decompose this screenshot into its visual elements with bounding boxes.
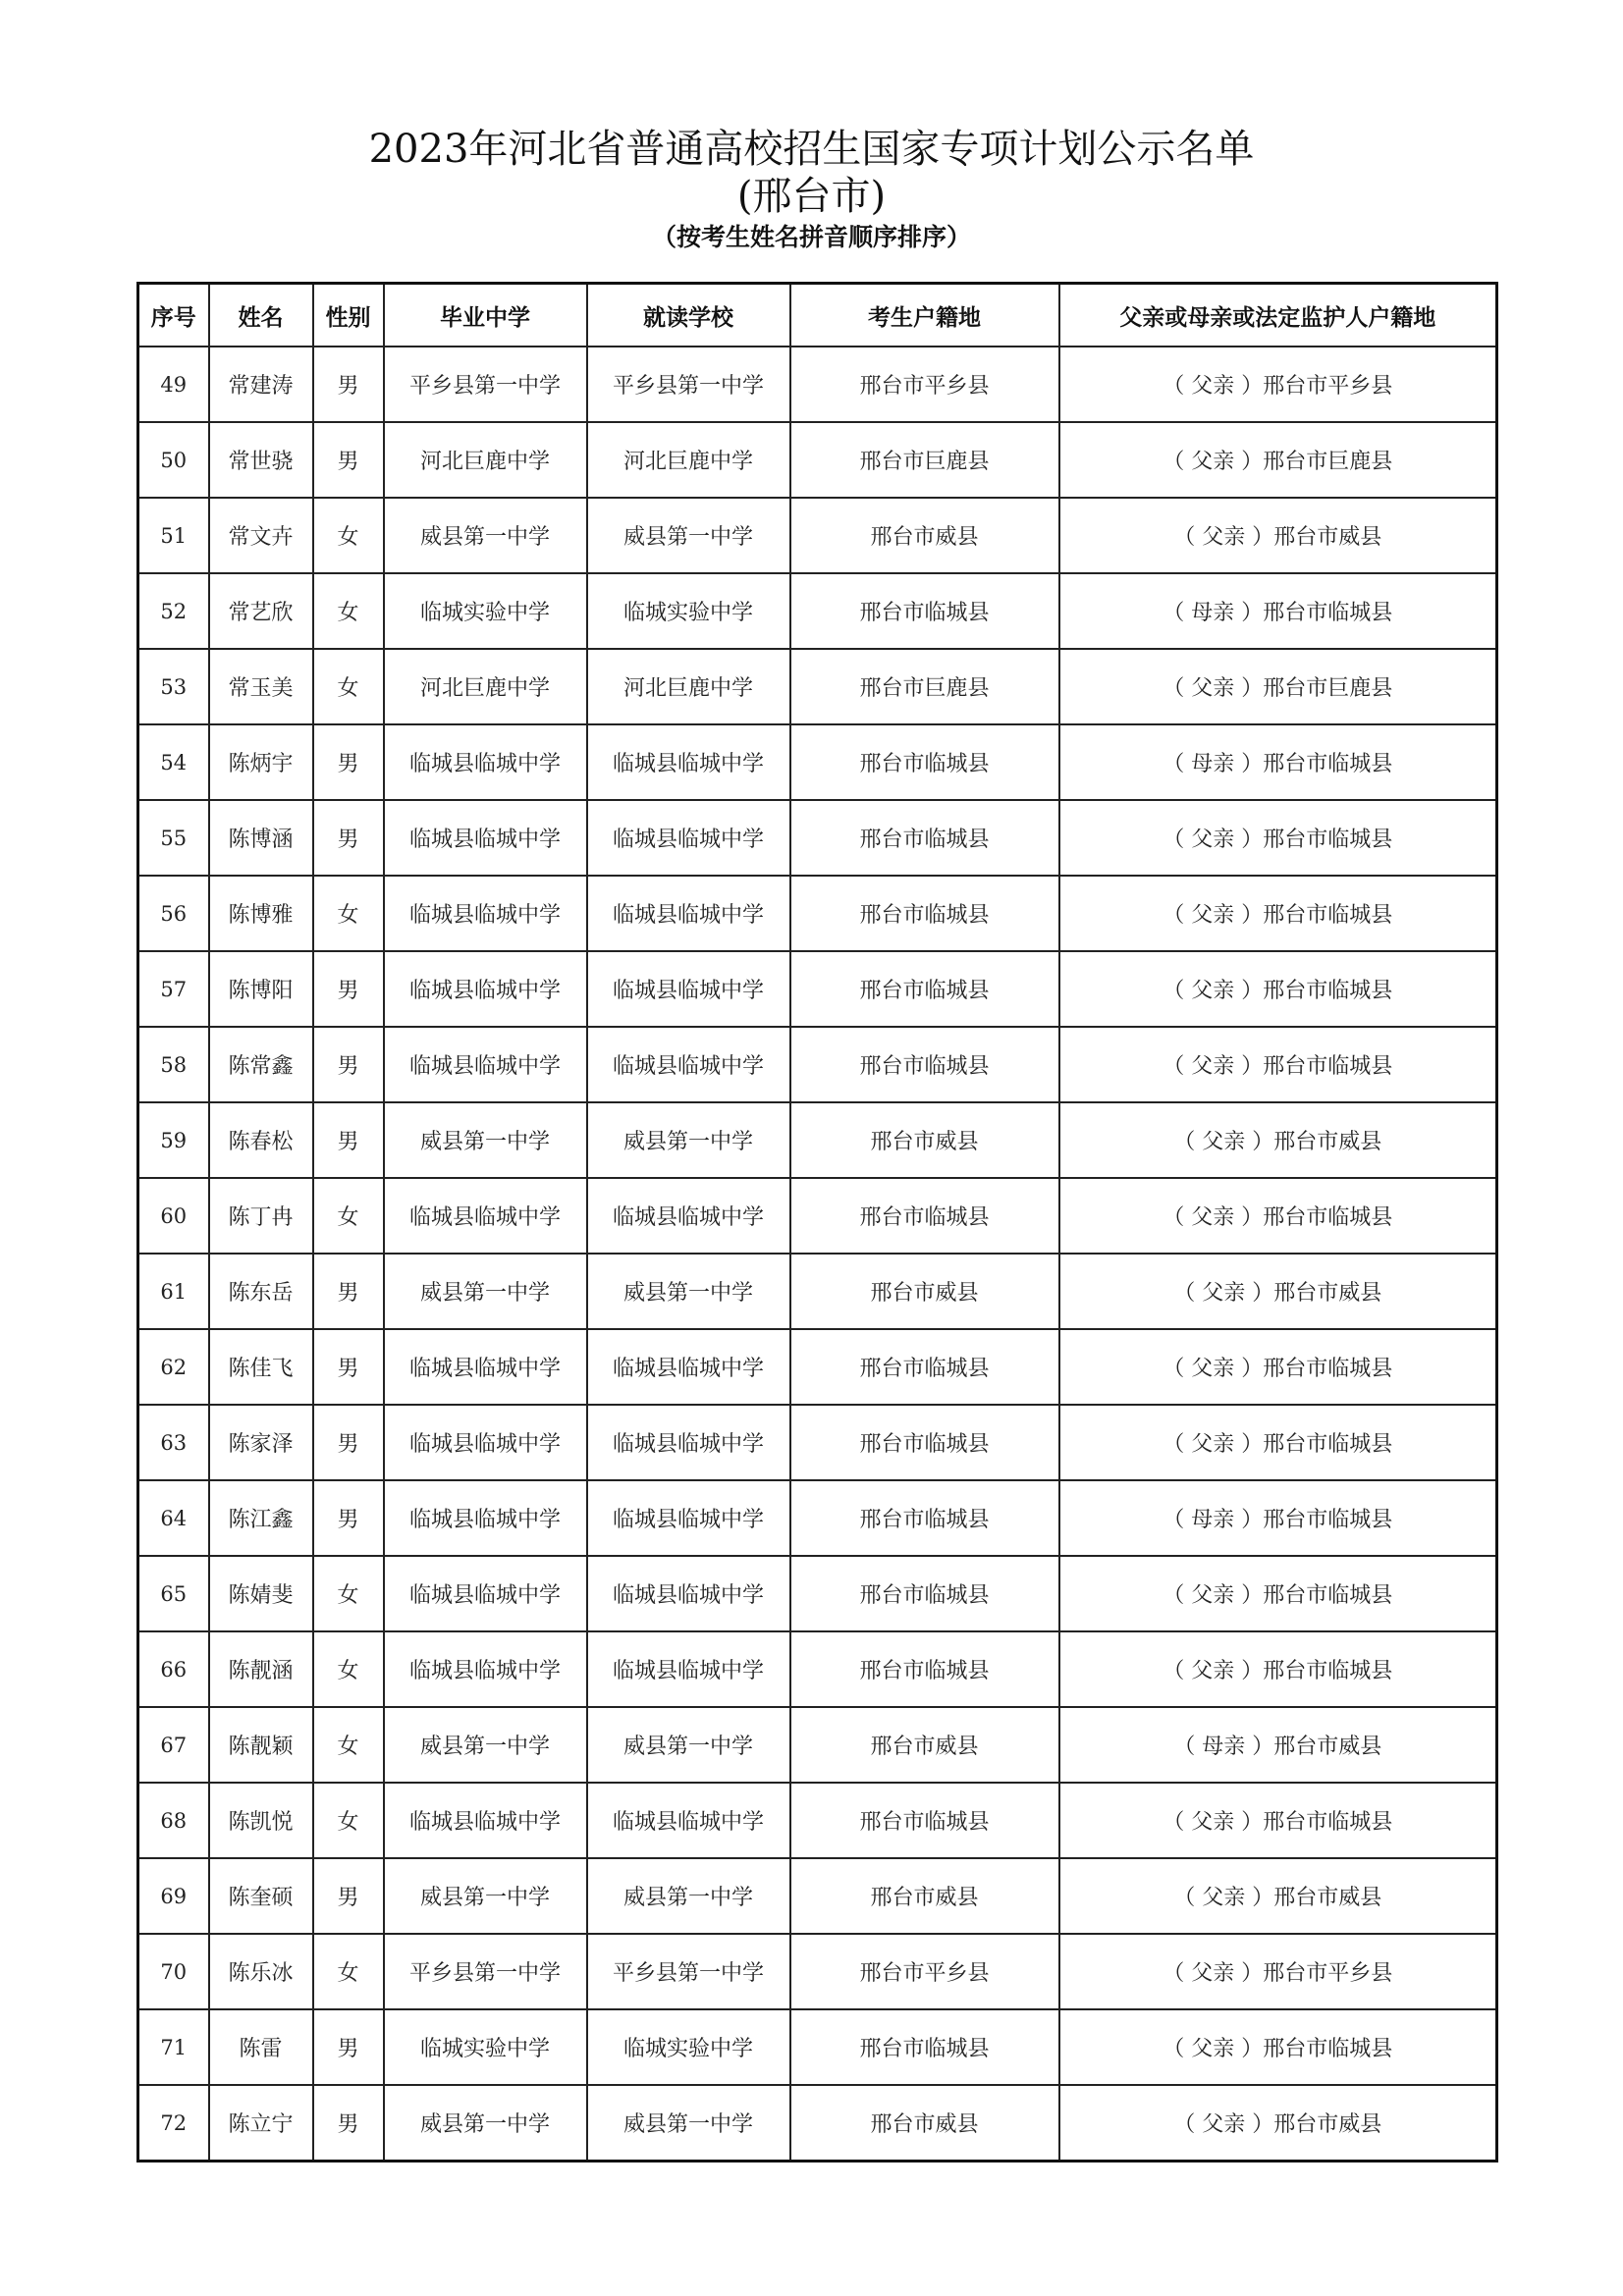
cell-gender: 男 [313,1858,384,1934]
cell-seq: 55 [138,800,209,876]
cell-gender: 女 [313,498,384,573]
cell-gender: 男 [313,1027,384,1102]
cell-gender: 男 [313,1329,384,1405]
cell-gender: 男 [313,1405,384,1480]
cell-current-school: 临城实验中学 [587,573,790,649]
cell-current-school: 临城县临城中学 [587,1405,790,1480]
cell-name: 陈家泽 [209,1405,313,1480]
cell-name: 陈奎硕 [209,1858,313,1934]
cell-gender: 女 [313,1783,384,1858]
cell-gender: 女 [313,876,384,951]
cell-name: 陈博雅 [209,876,313,951]
cell-student-hukou: 邢台市临城县 [790,800,1059,876]
table-row [138,1556,1497,1631]
cell-seq: 61 [138,1254,209,1329]
cell-name: 陈雷 [209,2009,313,2085]
cell-name: 常文卉 [209,498,313,573]
cell-current-school: 临城县临城中学 [587,951,790,1027]
cell-guardian-hukou: （ 父亲 ）邢台市临城县 [1059,1405,1497,1480]
table-row [138,2009,1497,2085]
cell-student-hukou: 邢台市临城县 [790,876,1059,951]
cell-seq: 72 [138,2085,209,2162]
cell-student-hukou: 邢台市巨鹿县 [790,422,1059,498]
table-row [138,649,1497,724]
table-row [138,573,1497,649]
cell-graduated-school: 临城县临城中学 [384,1631,587,1707]
cell-seq: 57 [138,951,209,1027]
cell-gender: 男 [313,800,384,876]
cell-guardian-hukou: （ 父亲 ）邢台市临城县 [1059,800,1497,876]
cell-graduated-school: 临城县临城中学 [384,724,587,800]
cell-student-hukou: 邢台市临城县 [790,573,1059,649]
cell-name: 常玉美 [209,649,313,724]
cell-gender: 女 [313,1934,384,2009]
cell-seq: 63 [138,1405,209,1480]
table-row [138,1027,1497,1102]
table-row [138,1178,1497,1254]
cell-current-school: 临城县临城中学 [587,1783,790,1858]
cell-name: 陈炳宇 [209,724,313,800]
cell-graduated-school: 临城县临城中学 [384,1027,587,1102]
cell-graduated-school: 河北巨鹿中学 [384,422,587,498]
cell-graduated-school: 临城实验中学 [384,573,587,649]
cell-graduated-school: 平乡县第一中学 [384,347,587,422]
cell-gender: 女 [313,1707,384,1783]
cell-name: 陈东岳 [209,1254,313,1329]
cell-current-school: 临城县临城中学 [587,1480,790,1556]
cell-name: 陈博阳 [209,951,313,1027]
header-seq: 序号 [138,284,209,347]
cell-student-hukou: 邢台市威县 [790,1102,1059,1178]
cell-graduated-school: 临城县临城中学 [384,1556,587,1631]
cell-guardian-hukou: （ 父亲 ）邢台市临城县 [1059,1556,1497,1631]
cell-current-school: 临城县临城中学 [587,1631,790,1707]
cell-current-school: 河北巨鹿中学 [587,422,790,498]
cell-seq: 60 [138,1178,209,1254]
cell-graduated-school: 威县第一中学 [384,2085,587,2162]
roster-table [136,282,1498,2163]
table-body [138,347,1497,2162]
cell-student-hukou: 邢台市临城县 [790,1556,1059,1631]
table-row [138,1631,1497,1707]
cell-graduated-school: 临城县临城中学 [384,1329,587,1405]
cell-current-school: 平乡县第一中学 [587,347,790,422]
cell-student-hukou: 邢台市临城县 [790,1178,1059,1254]
table-row [138,1707,1497,1783]
cell-guardian-hukou: （ 母亲 ）邢台市临城县 [1059,573,1497,649]
cell-guardian-hukou: （ 父亲 ）邢台市临城县 [1059,876,1497,951]
cell-current-school: 临城实验中学 [587,2009,790,2085]
cell-current-school: 威县第一中学 [587,498,790,573]
cell-graduated-school: 临城县临城中学 [384,800,587,876]
cell-guardian-hukou: （ 母亲 ）邢台市临城县 [1059,1480,1497,1556]
table-row [138,1480,1497,1556]
cell-graduated-school: 临城县临城中学 [384,951,587,1027]
table-row [138,2085,1497,2162]
cell-student-hukou: 邢台市临城县 [790,1480,1059,1556]
cell-guardian-hukou: （ 父亲 ）邢台市临城县 [1059,2009,1497,2085]
cell-graduated-school: 临城县临城中学 [384,1405,587,1480]
cell-gender: 女 [313,1631,384,1707]
cell-graduated-school: 临城实验中学 [384,2009,587,2085]
cell-current-school: 临城县临城中学 [587,1027,790,1102]
cell-gender: 女 [313,1556,384,1631]
cell-gender: 男 [313,2009,384,2085]
table-header [138,284,1497,347]
cell-guardian-hukou: （ 父亲 ）邢台市临城县 [1059,1027,1497,1102]
header-name: 姓名 [209,284,313,347]
table-row [138,1102,1497,1178]
cell-gender: 男 [313,1102,384,1178]
cell-name: 常建涛 [209,347,313,422]
cell-graduated-school: 威县第一中学 [384,1102,587,1178]
cell-seq: 70 [138,1934,209,2009]
cell-seq: 68 [138,1783,209,1858]
table-row [138,1254,1497,1329]
cell-guardian-hukou: （ 父亲 ）邢台市威县 [1059,1254,1497,1329]
cell-seq: 69 [138,1858,209,1934]
cell-guardian-hukou: （ 父亲 ）邢台市平乡县 [1059,1934,1497,2009]
cell-current-school: 威县第一中学 [587,1254,790,1329]
cell-student-hukou: 邢台市临城县 [790,2009,1059,2085]
cell-seq: 59 [138,1102,209,1178]
cell-guardian-hukou: （ 父亲 ）邢台市威县 [1059,1858,1497,1934]
cell-guardian-hukou: （ 父亲 ）邢台市威县 [1059,1102,1497,1178]
table-row [138,1329,1497,1405]
table-row [138,951,1497,1027]
cell-guardian-hukou: （ 父亲 ）邢台市巨鹿县 [1059,649,1497,724]
cell-current-school: 威县第一中学 [587,1102,790,1178]
header-guardian-hukou: 父亲或母亲或法定监护人户籍地 [1059,284,1497,347]
cell-seq: 49 [138,347,209,422]
cell-name: 陈江鑫 [209,1480,313,1556]
cell-student-hukou: 邢台市威县 [790,2085,1059,2162]
header-graduated-school: 毕业中学 [384,284,587,347]
table-row [138,724,1497,800]
cell-current-school: 威县第一中学 [587,1858,790,1934]
cell-guardian-hukou: （ 父亲 ）邢台市临城县 [1059,1329,1497,1405]
cell-gender: 女 [313,649,384,724]
cell-name: 陈立宁 [209,2085,313,2162]
cell-current-school: 威县第一中学 [587,2085,790,2162]
cell-graduated-school: 威县第一中学 [384,1254,587,1329]
cell-guardian-hukou: （ 父亲 ）邢台市临城县 [1059,1783,1497,1858]
cell-name: 常世骁 [209,422,313,498]
sort-note: （按考生姓名拼音顺序排序） [651,223,971,251]
cell-name: 陈佳飞 [209,1329,313,1405]
table-row [138,498,1497,573]
header-row [138,284,1497,347]
cell-student-hukou: 邢台市临城县 [790,1027,1059,1102]
header-student-hukou: 考生户籍地 [790,284,1059,347]
table-row [138,1783,1497,1858]
cell-guardian-hukou: （ 父亲 ）邢台市巨鹿县 [1059,422,1497,498]
cell-name: 陈博涵 [209,800,313,876]
document-subtitle: (邢台市) [736,174,887,219]
cell-current-school: 临城县临城中学 [587,876,790,951]
cell-gender: 女 [313,1178,384,1254]
cell-student-hukou: 邢台市临城县 [790,724,1059,800]
cell-graduated-school: 河北巨鹿中学 [384,649,587,724]
cell-guardian-hukou: （ 母亲 ）邢台市临城县 [1059,724,1497,800]
cell-graduated-school: 临城县临城中学 [384,1480,587,1556]
cell-gender: 男 [313,1254,384,1329]
cell-name: 陈婧斐 [209,1556,313,1631]
cell-guardian-hukou: （ 父亲 ）邢台市临城县 [1059,951,1497,1027]
cell-student-hukou: 邢台市巨鹿县 [790,649,1059,724]
cell-guardian-hukou: （ 父亲 ）邢台市临城县 [1059,1178,1497,1254]
cell-name: 陈常鑫 [209,1027,313,1102]
cell-gender: 男 [313,951,384,1027]
table-row [138,1934,1497,2009]
table-row [138,1858,1497,1934]
header-gender: 性别 [313,284,384,347]
cell-graduated-school: 威县第一中学 [384,1707,587,1783]
cell-name: 陈乐冰 [209,1934,313,2009]
cell-guardian-hukou: （ 母亲 ）邢台市威县 [1059,1707,1497,1783]
cell-seq: 50 [138,422,209,498]
cell-student-hukou: 邢台市威县 [790,1254,1059,1329]
cell-guardian-hukou: （ 父亲 ）邢台市临城县 [1059,1631,1497,1707]
cell-current-school: 临城县临城中学 [587,724,790,800]
cell-student-hukou: 邢台市临城县 [790,1783,1059,1858]
cell-name: 常艺欣 [209,573,313,649]
cell-name: 陈春松 [209,1102,313,1178]
cell-name: 陈凯悦 [209,1783,313,1858]
cell-student-hukou: 邢台市临城县 [790,1631,1059,1707]
cell-student-hukou: 邢台市平乡县 [790,347,1059,422]
cell-graduated-school: 平乡县第一中学 [384,1934,587,2009]
cell-seq: 64 [138,1480,209,1556]
cell-graduated-school: 临城县临城中学 [384,1783,587,1858]
cell-current-school: 威县第一中学 [587,1707,790,1783]
cell-gender: 女 [313,573,384,649]
cell-seq: 65 [138,1556,209,1631]
cell-current-school: 河北巨鹿中学 [587,649,790,724]
cell-gender: 男 [313,1480,384,1556]
cell-guardian-hukou: （ 父亲 ）邢台市平乡县 [1059,347,1497,422]
cell-name: 陈靓涵 [209,1631,313,1707]
cell-guardian-hukou: （ 父亲 ）邢台市威县 [1059,498,1497,573]
cell-seq: 52 [138,573,209,649]
table-row [138,1405,1497,1480]
cell-current-school: 平乡县第一中学 [587,1934,790,2009]
cell-gender: 男 [313,347,384,422]
cell-current-school: 临城县临城中学 [587,800,790,876]
cell-seq: 53 [138,649,209,724]
cell-seq: 54 [138,724,209,800]
table-row [138,876,1497,951]
table-row [138,347,1497,422]
cell-current-school: 临城县临城中学 [587,1329,790,1405]
cell-current-school: 临城县临城中学 [587,1556,790,1631]
cell-seq: 71 [138,2009,209,2085]
cell-student-hukou: 邢台市临城县 [790,951,1059,1027]
cell-graduated-school: 临城县临城中学 [384,876,587,951]
cell-student-hukou: 邢台市威县 [790,1707,1059,1783]
cell-guardian-hukou: （ 父亲 ）邢台市威县 [1059,2085,1497,2162]
cell-seq: 67 [138,1707,209,1783]
cell-seq: 56 [138,876,209,951]
cell-gender: 男 [313,2085,384,2162]
cell-seq: 51 [138,498,209,573]
cell-graduated-school: 威县第一中学 [384,498,587,573]
cell-gender: 男 [313,422,384,498]
table-row [138,800,1497,876]
cell-student-hukou: 邢台市临城县 [790,1405,1059,1480]
header-current-school: 就读学校 [587,284,790,347]
cell-student-hukou: 邢台市威县 [790,498,1059,573]
cell-gender: 男 [313,724,384,800]
cell-current-school: 临城县临城中学 [587,1178,790,1254]
cell-name: 陈丁冉 [209,1178,313,1254]
cell-name: 陈靓颖 [209,1707,313,1783]
document-title: 2023年河北省普通高校招生国家专项计划公示名单 [368,127,1255,172]
cell-seq: 66 [138,1631,209,1707]
table-row [138,422,1497,498]
cell-graduated-school: 临城县临城中学 [384,1178,587,1254]
cell-graduated-school: 威县第一中学 [384,1858,587,1934]
cell-seq: 62 [138,1329,209,1405]
document-header [0,126,1623,255]
cell-student-hukou: 邢台市威县 [790,1858,1059,1934]
cell-student-hukou: 邢台市平乡县 [790,1934,1059,2009]
cell-student-hukou: 邢台市临城县 [790,1329,1059,1405]
cell-seq: 58 [138,1027,209,1102]
